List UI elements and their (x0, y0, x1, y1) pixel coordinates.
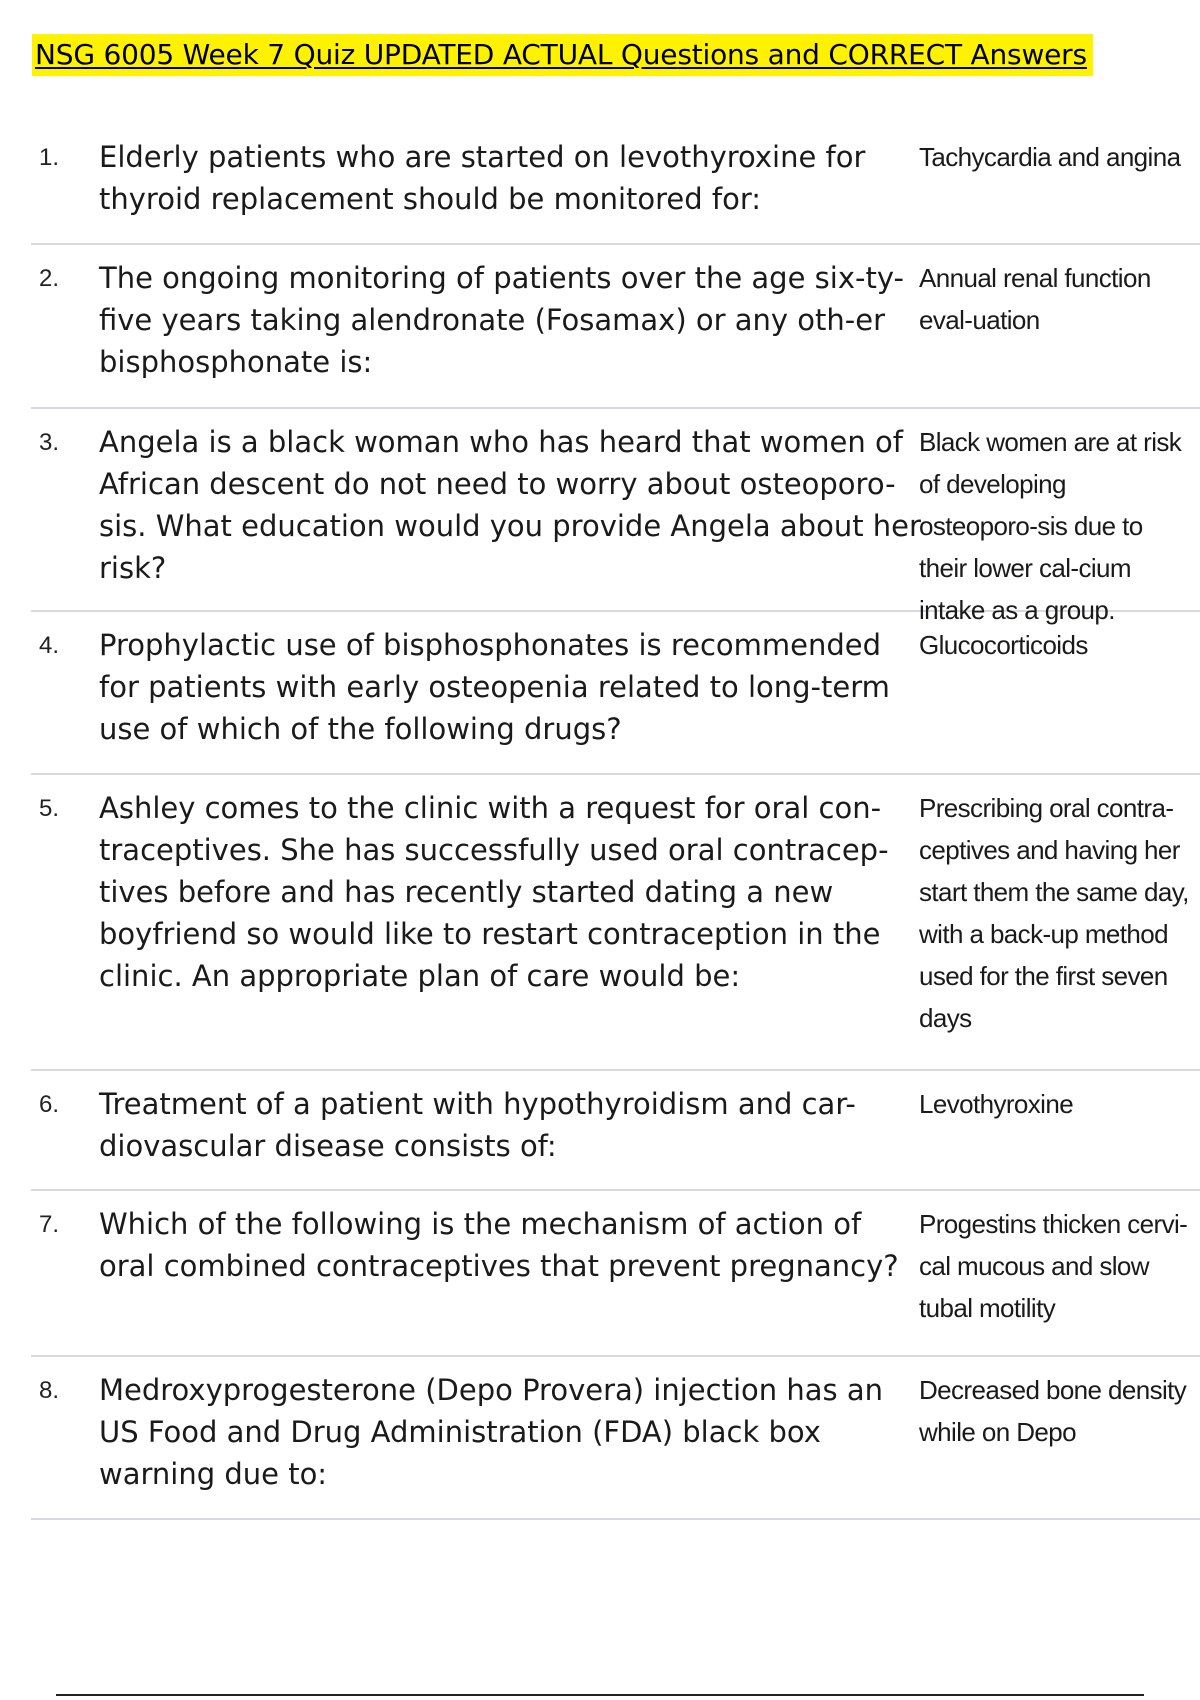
title-block (32, 34, 1093, 76)
document-title: NSG 6005 Week 7 Quiz UPDATED ACTUAL Questions and CORRECT Answers (32, 34, 1093, 76)
question-text: Elderly patients who are started on levothyroxine for thyroid replacement should be monitored for: (99, 140, 866, 216)
answer-text: Annual renal function eval-uation (919, 263, 1151, 335)
question-text: Ashley comes to the clinic with a request for oral con-traceptives. She has successfully used oral contracep-tives before and has recently started dating a new boyfriend so would like to restart contraception in the clinic. An appropriate plan of care would be: (99, 791, 889, 993)
question-number: 3. (39, 429, 60, 456)
question-text: Treatment of a patient with hypothyroidism and car-diovascular disease consists of: (99, 1087, 856, 1163)
question-number: 5. (39, 795, 60, 822)
qa-row-1 (31, 124, 1200, 245)
answer-text: Black women are at risk of developing osteoporo-sis due to their lower cal-cium intake as a group. (919, 427, 1182, 625)
question-text: Angela is a black woman who has heard that women of African descent do not need to worry about osteoporo-sis. What education would you provide Angela about her risk? (99, 425, 921, 585)
question-number: 8. (39, 1377, 60, 1404)
question-number: 6. (39, 1091, 60, 1118)
question-text: Which of the following is the mechanism of action of oral combined contraceptives that prevent pregnancy? (99, 1207, 899, 1283)
question-number: 1. (39, 144, 60, 171)
qa-row-2 (31, 245, 1200, 409)
answer-text: Decreased bone density while on Depo (919, 1375, 1187, 1447)
question-text: Medroxyprogesterone (Depo Provera) injection has an US Food and Drug Administration (FDA) black box warning due to: (99, 1373, 883, 1491)
answer-text: Prescribing oral contra-ceptives and having her start them the same day, with a back-up method used for the first seven days (919, 793, 1189, 1033)
qa-row-3 (31, 409, 1200, 625)
qa-row-4 (31, 612, 1200, 775)
answer-text: Glucocorticoids (919, 630, 1088, 660)
answer-text: Levothyroxine (919, 1089, 1074, 1119)
qa-row-8 (31, 1357, 1200, 1520)
question-text: The ongoing monitoring of patients over the age six-ty-five years taking alendronate (Fosamax) or any oth-er bisphosphonate is: (99, 261, 904, 379)
qa-row-5 (31, 775, 1200, 1071)
qa-row-6 (31, 1071, 1200, 1191)
answer-text: Tachycardia and angina (919, 142, 1181, 172)
qa-row-7 (31, 1191, 1200, 1357)
question-text: Prophylactic use of bisphosphonates is recommended for patients with early osteopenia related to long-term use of which of the following drugs? (99, 628, 890, 746)
question-number: 7. (39, 1211, 60, 1238)
question-number: 4. (39, 632, 60, 659)
question-number: 2. (39, 265, 60, 292)
answer-text: Progestins thicken cervi-cal mucous and slow tubal motility (919, 1209, 1188, 1323)
qa-list (31, 124, 1200, 1520)
footer-divider (56, 1694, 1144, 1696)
